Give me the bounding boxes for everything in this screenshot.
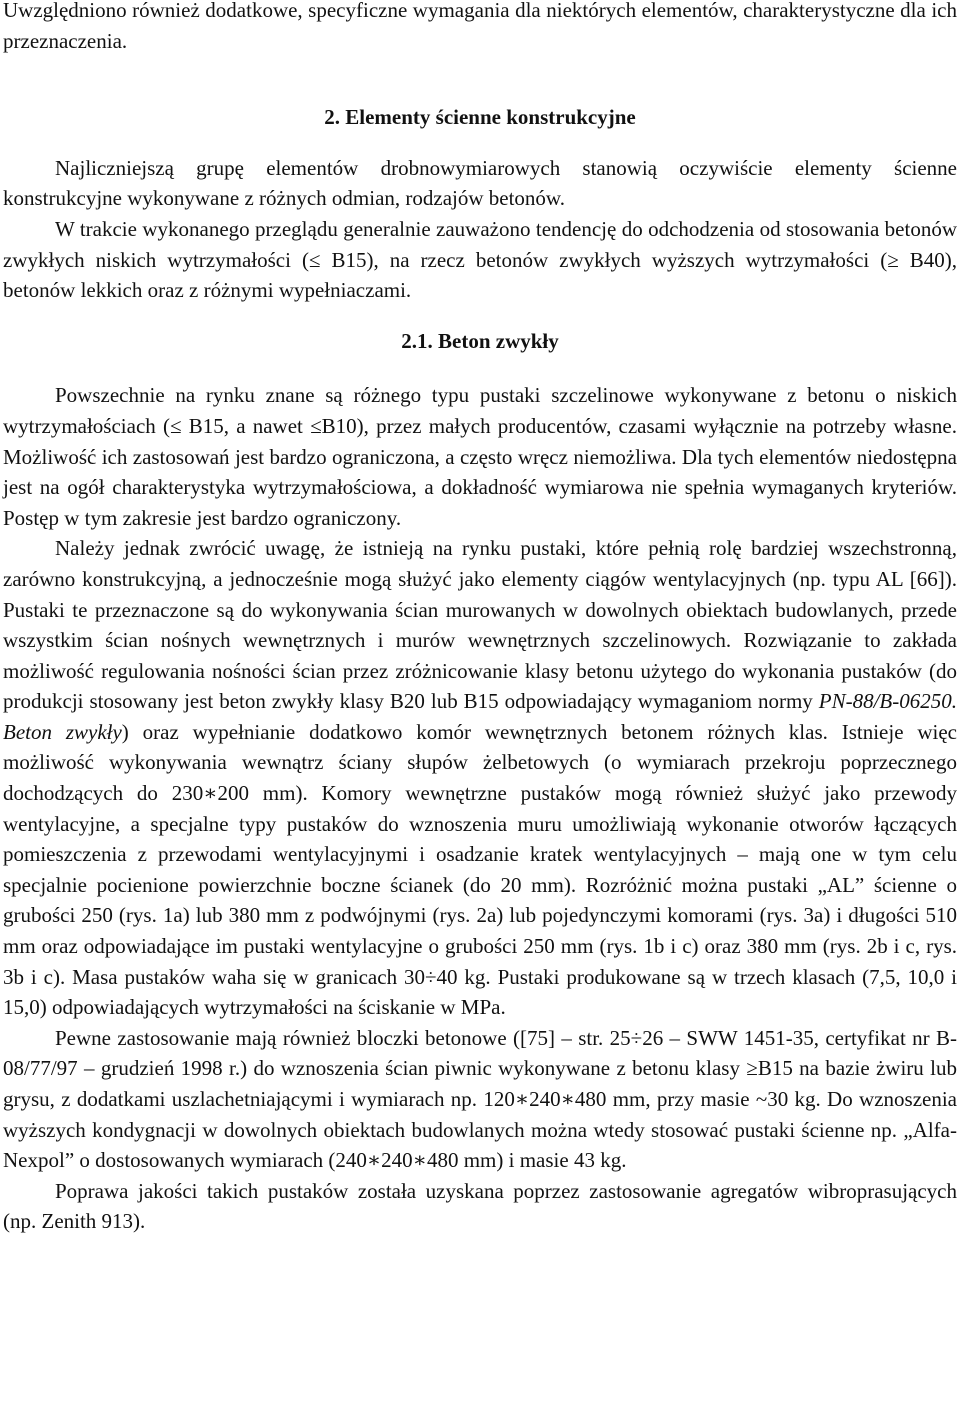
body-paragraph-3: Pewne zastosowanie mają również bloczki betonowe ([75] – str. 25÷26 – SWW 1451-35, certyfikat nr B-08/77/97 – grudzień 1998 r.) do wznoszenia ścian piwnic wykonywane z betonu klasy ≥B15 na bazie żwiru lub grysu, z dodatkami uszlachetniającymi i wymiarach np. 120∗240∗480 mm, przy masie ~30 kg. Do wznoszenia wyższych kondygnacji w dowolnych obiektach budowlanych można wtedy stosować pustaki ścienne np. „Alfa-Nexpol” o dostosowanych wymiarach (240∗240∗480 mm) i masie 43 kg. — [3, 1025, 957, 1173]
section-heading: 2. Elementy ścienne konstrukcyjne — [324, 105, 636, 130]
section-paragraph-1: Najliczniejszą grupę elementów drobnowymiarowych stanowią oczywiście elementy ścienne konstrukcyjne wykonywane z różnych odmian, rodzajów betonów. — [3, 155, 957, 211]
intro-paragraph: Uwzględniono również dodatkowe, specyficzne wymagania dla niektórych elementów, charakterystyczne dla ich przeznaczenia. — [3, 0, 957, 53]
norm-reference: PN-88/B-06250. Beton zwykły — [3, 689, 957, 744]
body-paragraph-1: Powszechnie na rynku znane są różnego typu pustaki szczelinowe wykonywane z betonu o niskich wytrzymałościach (≤ B15, a nawet ≤B10), przez małych producentów, czasami wyłącznie na potrzeby własne. Możliwość ich zastosowań jest bardzo ograniczona, a często wręcz niemożliwa. Dla tych elementów niedostępna jest na ogół charakterystyka wytrzymałościowa, a dokładność wymiarowa nie spełnia wymaganych kryteriów. Postęp w tym zakresie jest bardzo ograniczony. — [3, 383, 957, 530]
body-paragraph-4: Poprawa jakości takich pustaków została uzyskana poprzez zastosowanie agregatów wibroprasujących (np. Zenith 913). — [3, 1178, 957, 1234]
body-paragraph-2 — [3, 533, 957, 1023]
section-paragraph-2: W trakcie wykonanego przeglądu generalnie zauważono tendencję do odchodzenia od stosowania betonów zwykłych niskich wytrzymałości (≤ B15), na rzecz betonów zwykłych wyższych wytrzymałości (≥ B40), betonów lekkich oraz z różnymi wypełniaczami. — [3, 216, 957, 303]
subsection-heading: 2.1. Beton zwykły — [401, 328, 559, 353]
body-paragraph-2-text-a: Należy jednak zwrócić uwagę, że istnieją na rynku pustaki, które pełnią rolę bardziej wszechstronną, zarówno konstrukcyjną, a jednocześnie mogą służyć jako elementy ciągów wentylacyjnych (np. typu AL [66]). Pustaki te przeznaczone są do wykonywania ścian murowanych w dowolnych obiektach budowlanych, przede wszystkim ścian nośnych wewnętrznych i murów wewnętrznych szczelinowych. Rozwiązanie to zakłada możliwość regulowania nośności ścian przez zróżnicowanie klasy betonu użytego do wykonania pustaków (do produkcji stosowany jest beton zwykły klasy B20 lub B15 odpowiadający wymaganiom normy — [3, 536, 957, 714]
body-paragraph-2-text-b: ) oraz wypełnianie dodatkowo komór wewnętrznych betonem różnych klas. Istnieje więc możliwość wykonywania wewnątrz ściany słupów żelbetowych (o wymiarach przekroju poprzecznego dochodzących do 230∗200 mm). Komory wewnętrzne pustaków mogą również służyć jako przewody wentylacyjne, a specjalne typy pustaków do wznoszenia muru umożliwiają wykonanie otworów łączących pomieszczenia z przewodami wentylacyjnymi i osadzanie kratek wentylacyjnych – mają one w tym celu specjalnie pocienione powierzchnie boczne ścianek (do 20 mm). Rozróżnić można pustaki „AL” ścienne o grubości 250 (rys. 1a) lub 380 mm z podwójnymi (rys. 2a) lub pojedynczymi komorami (rys. 3a) i długości 510 mm oraz odpowiadające im pustaki wentylacyjne o grubości 250 mm (rys. 1b i c) oraz 380 mm (rys. 2b i c, rys. 3b i c). Masa pustaków waha się w granicach 30÷40 kg. Pustaki produkowane są w trzech klasach (7,5, 10,0 i 15,0) odpowiadających wytrzymałości na ściskanie w MPa. — [3, 719, 957, 1020]
